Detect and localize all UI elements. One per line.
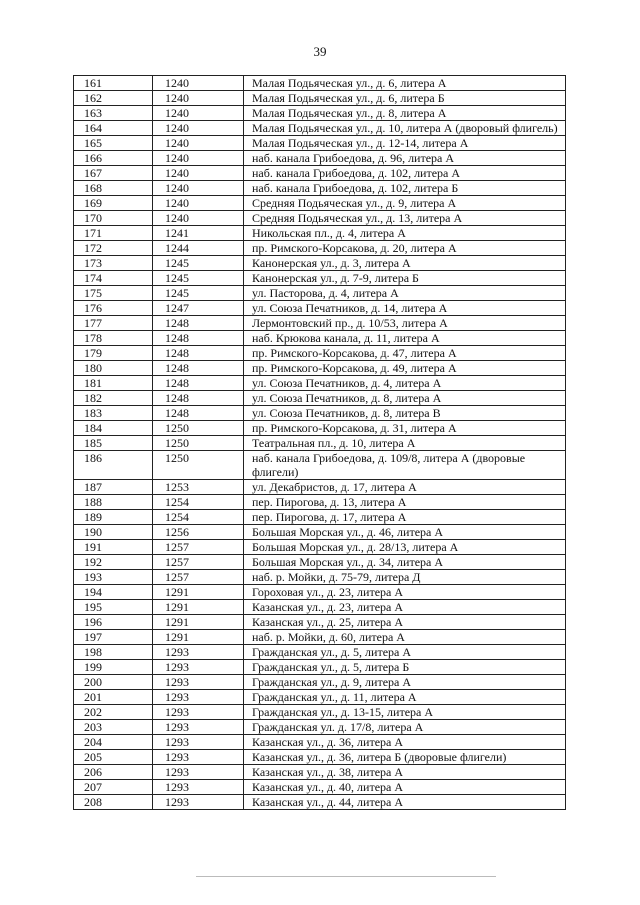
table-row (74, 660, 566, 675)
address-cell: Казанская ул., д. 25, литера А (244, 615, 566, 630)
table-row (74, 540, 566, 555)
table-row (74, 765, 566, 780)
address-cell: наб. канала Грибоедова, д. 102, литера Б (244, 181, 566, 196)
row-number-cell: 162 (74, 91, 153, 106)
table-row (74, 166, 566, 181)
block-code-cell: 1291 (153, 615, 244, 630)
row-number-cell: 175 (74, 286, 153, 301)
address-cell: ул. Союза Печатников, д. 8, литера А (244, 391, 566, 406)
address-cell: ул. Декабристов, д. 17, литера А (244, 480, 566, 495)
table-row (74, 690, 566, 705)
row-number-cell: 187 (74, 480, 153, 495)
table-row (74, 76, 566, 91)
row-number-cell: 182 (74, 391, 153, 406)
row-number-cell: 207 (74, 780, 153, 795)
block-code-cell: 1240 (153, 151, 244, 166)
row-number-cell: 191 (74, 540, 153, 555)
block-code-cell: 1247 (153, 301, 244, 316)
block-code-cell: 1293 (153, 675, 244, 690)
address-cell: Казанская ул., д. 40, литера А (244, 780, 566, 795)
block-code-cell: 1240 (153, 136, 244, 151)
row-number-cell: 171 (74, 226, 153, 241)
address-cell: Лермонтовский пр., д. 10/53, литера А (244, 316, 566, 331)
table-row (74, 585, 566, 600)
table-row (74, 316, 566, 331)
row-number-cell: 208 (74, 795, 153, 810)
row-number-cell: 184 (74, 421, 153, 436)
bottom-divider (196, 876, 496, 877)
block-code-cell: 1248 (153, 331, 244, 346)
block-code-cell: 1245 (153, 286, 244, 301)
row-number-cell: 206 (74, 765, 153, 780)
table-row (74, 705, 566, 720)
block-code-cell: 1248 (153, 406, 244, 421)
table-row (74, 735, 566, 750)
address-cell: пр. Римского-Корсакова, д. 47, литера А (244, 346, 566, 361)
table-row (74, 301, 566, 316)
table-row (74, 376, 566, 391)
address-cell: Казанская ул., д. 36, литера Б (дворовые флигели) (244, 750, 566, 765)
table-row (74, 91, 566, 106)
address-cell: Гражданская ул., д. 5, литера А (244, 645, 566, 660)
block-code-cell: 1257 (153, 540, 244, 555)
address-cell: Театральная пл., д. 10, литера А (244, 436, 566, 451)
address-cell: Средняя Подьяческая ул., д. 13, литера А (244, 211, 566, 226)
address-cell: наб. канала Грибоедова, д. 109/8, литера А (дворовые флигели) (244, 451, 566, 480)
row-number-cell: 198 (74, 645, 153, 660)
block-code-cell: 1240 (153, 166, 244, 181)
block-code-cell: 1291 (153, 585, 244, 600)
address-cell: ул. Пасторова, д. 4, литера А (244, 286, 566, 301)
table-row (74, 780, 566, 795)
row-number-cell: 177 (74, 316, 153, 331)
row-number-cell: 181 (74, 376, 153, 391)
row-number-cell: 169 (74, 196, 153, 211)
row-number-cell: 178 (74, 331, 153, 346)
table-row (74, 600, 566, 615)
table-row (74, 406, 566, 421)
table-row (74, 106, 566, 121)
row-number-cell: 173 (74, 256, 153, 271)
row-number-cell: 193 (74, 570, 153, 585)
block-code-cell: 1293 (153, 645, 244, 660)
table-row (74, 720, 566, 735)
block-code-cell: 1248 (153, 316, 244, 331)
block-code-cell: 1248 (153, 361, 244, 376)
table-row (74, 391, 566, 406)
block-code-cell: 1241 (153, 226, 244, 241)
row-number-cell: 163 (74, 106, 153, 121)
address-cell: Казанская ул., д. 44, литера А (244, 795, 566, 810)
address-cell: Гражданская ул., д. 9, литера А (244, 675, 566, 690)
row-number-cell: 196 (74, 615, 153, 630)
row-number-cell: 165 (74, 136, 153, 151)
row-number-cell: 203 (74, 720, 153, 735)
block-code-cell: 1254 (153, 510, 244, 525)
block-code-cell: 1250 (153, 436, 244, 451)
table-row (74, 361, 566, 376)
address-cell: Большая Морская ул., д. 46, литера А (244, 525, 566, 540)
table-row (74, 241, 566, 256)
table-row (74, 121, 566, 136)
table-row (74, 451, 566, 480)
block-code-cell: 1240 (153, 181, 244, 196)
block-code-cell: 1293 (153, 780, 244, 795)
block-code-cell: 1240 (153, 211, 244, 226)
block-code-cell: 1293 (153, 705, 244, 720)
address-cell: Никольская пл., д. 4, литера А (244, 226, 566, 241)
row-number-cell: 179 (74, 346, 153, 361)
block-code-cell: 1257 (153, 555, 244, 570)
row-number-cell: 172 (74, 241, 153, 256)
block-code-cell: 1293 (153, 765, 244, 780)
address-cell: ул. Союза Печатников, д. 14, литера А (244, 301, 566, 316)
table-row (74, 645, 566, 660)
row-number-cell: 170 (74, 211, 153, 226)
address-cell: пр. Римского-Корсакова, д. 31, литера А (244, 421, 566, 436)
table-row (74, 181, 566, 196)
address-cell: Казанская ул., д. 38, литера А (244, 765, 566, 780)
block-code-cell: 1293 (153, 690, 244, 705)
block-code-cell: 1240 (153, 196, 244, 211)
address-cell: Малая Подьяческая ул., д. 6, литера А (244, 76, 566, 91)
address-cell: ул. Союза Печатников, д. 4, литера А (244, 376, 566, 391)
row-number-cell: 174 (74, 271, 153, 286)
block-code-cell: 1248 (153, 391, 244, 406)
block-code-cell: 1293 (153, 720, 244, 735)
row-number-cell: 194 (74, 585, 153, 600)
address-cell: наб. р. Мойки, д. 75-79, литера Д (244, 570, 566, 585)
row-number-cell: 189 (74, 510, 153, 525)
table-row (74, 196, 566, 211)
block-code-cell: 1250 (153, 451, 244, 480)
block-code-cell: 1254 (153, 495, 244, 510)
address-cell: Канонерская ул., д. 3, литера А (244, 256, 566, 271)
row-number-cell: 199 (74, 660, 153, 675)
address-cell: пр. Римского-Корсакова, д. 49, литера А (244, 361, 566, 376)
block-code-cell: 1253 (153, 480, 244, 495)
registry-table-body (74, 76, 566, 810)
row-number-cell: 188 (74, 495, 153, 510)
row-number-cell: 180 (74, 361, 153, 376)
table-row (74, 630, 566, 645)
address-cell: Гражданская ул., д. 13-15, литера А (244, 705, 566, 720)
address-cell: Канонерская ул., д. 7-9, литера Б (244, 271, 566, 286)
row-number-cell: 167 (74, 166, 153, 181)
table-row (74, 525, 566, 540)
page-number: 39 (313, 44, 327, 59)
address-cell: Гражданская ул., д. 11, литера А (244, 690, 566, 705)
table-row (74, 256, 566, 271)
block-code-cell: 1240 (153, 91, 244, 106)
table-row (74, 151, 566, 166)
block-code-cell: 1240 (153, 76, 244, 91)
table-row (74, 510, 566, 525)
table-row (74, 615, 566, 630)
table-row (74, 480, 566, 495)
address-cell: пер. Пирогова, д. 17, литера А (244, 510, 566, 525)
registry-table (73, 75, 566, 810)
block-code-cell: 1257 (153, 570, 244, 585)
address-cell: наб. р. Мойки, д. 60, литера А (244, 630, 566, 645)
block-code-cell: 1248 (153, 346, 244, 361)
address-cell: Малая Подьяческая ул., д. 6, литера Б (244, 91, 566, 106)
address-cell: Большая Морская ул., д. 34, литера А (244, 555, 566, 570)
row-number-cell: 166 (74, 151, 153, 166)
address-cell: Казанская ул., д. 23, литера А (244, 600, 566, 615)
row-number-cell: 183 (74, 406, 153, 421)
table-row (74, 795, 566, 810)
address-cell: Казанская ул., д. 36, литера А (244, 735, 566, 750)
block-code-cell: 1240 (153, 121, 244, 136)
row-number-cell: 205 (74, 750, 153, 765)
row-number-cell: 185 (74, 436, 153, 451)
address-cell: Малая Подьяческая ул., д. 8, литера А (244, 106, 566, 121)
address-cell: наб. канала Грибоедова, д. 96, литера А (244, 151, 566, 166)
address-cell: пр. Римского-Корсакова, д. 20, литера А (244, 241, 566, 256)
block-code-cell: 1293 (153, 735, 244, 750)
row-number-cell: 192 (74, 555, 153, 570)
row-number-cell: 168 (74, 181, 153, 196)
block-code-cell: 1291 (153, 630, 244, 645)
block-code-cell: 1256 (153, 525, 244, 540)
row-number-cell: 204 (74, 735, 153, 750)
table-row (74, 271, 566, 286)
address-cell: наб. Крюкова канала, д. 11, литера А (244, 331, 566, 346)
table-row (74, 286, 566, 301)
block-code-cell: 1293 (153, 660, 244, 675)
address-cell: пер. Пирогова, д. 13, литера А (244, 495, 566, 510)
row-number-cell: 190 (74, 525, 153, 540)
address-cell: Гражданская ул. д. 17/8, литера А (244, 720, 566, 735)
block-code-cell: 1248 (153, 376, 244, 391)
table-row (74, 211, 566, 226)
row-number-cell: 195 (74, 600, 153, 615)
table-row (74, 436, 566, 451)
block-code-cell: 1244 (153, 241, 244, 256)
row-number-cell: 161 (74, 76, 153, 91)
block-code-cell: 1245 (153, 256, 244, 271)
row-number-cell: 202 (74, 705, 153, 720)
table-row (74, 495, 566, 510)
address-cell: Большая Морская ул., д. 28/13, литера А (244, 540, 566, 555)
table-row (74, 570, 566, 585)
block-code-cell: 1250 (153, 421, 244, 436)
row-number-cell: 200 (74, 675, 153, 690)
address-cell: Малая Подьяческая ул., д. 10, литера А (дворовый флигель) (244, 121, 566, 136)
table-row (74, 346, 566, 361)
row-number-cell: 186 (74, 451, 153, 480)
block-code-cell: 1293 (153, 750, 244, 765)
row-number-cell: 201 (74, 690, 153, 705)
address-cell: Малая Подьяческая ул., д. 12-14, литера А (244, 136, 566, 151)
row-number-cell: 164 (74, 121, 153, 136)
row-number-cell: 197 (74, 630, 153, 645)
table-row (74, 555, 566, 570)
table-row (74, 331, 566, 346)
row-number-cell: 176 (74, 301, 153, 316)
address-cell: ул. Союза Печатников, д. 8, литера В (244, 406, 566, 421)
block-code-cell: 1293 (153, 795, 244, 810)
table-row (74, 750, 566, 765)
block-code-cell: 1245 (153, 271, 244, 286)
address-cell: наб. канала Грибоедова, д. 102, литера А (244, 166, 566, 181)
table-row (74, 675, 566, 690)
block-code-cell: 1291 (153, 600, 244, 615)
block-code-cell: 1240 (153, 106, 244, 121)
address-cell: Гражданская ул., д. 5, литера Б (244, 660, 566, 675)
table-row (74, 226, 566, 241)
table-row (74, 136, 566, 151)
address-cell: Средняя Подьяческая ул., д. 9, литера А (244, 196, 566, 211)
table-row (74, 421, 566, 436)
address-cell: Гороховая ул., д. 23, литера А (244, 585, 566, 600)
